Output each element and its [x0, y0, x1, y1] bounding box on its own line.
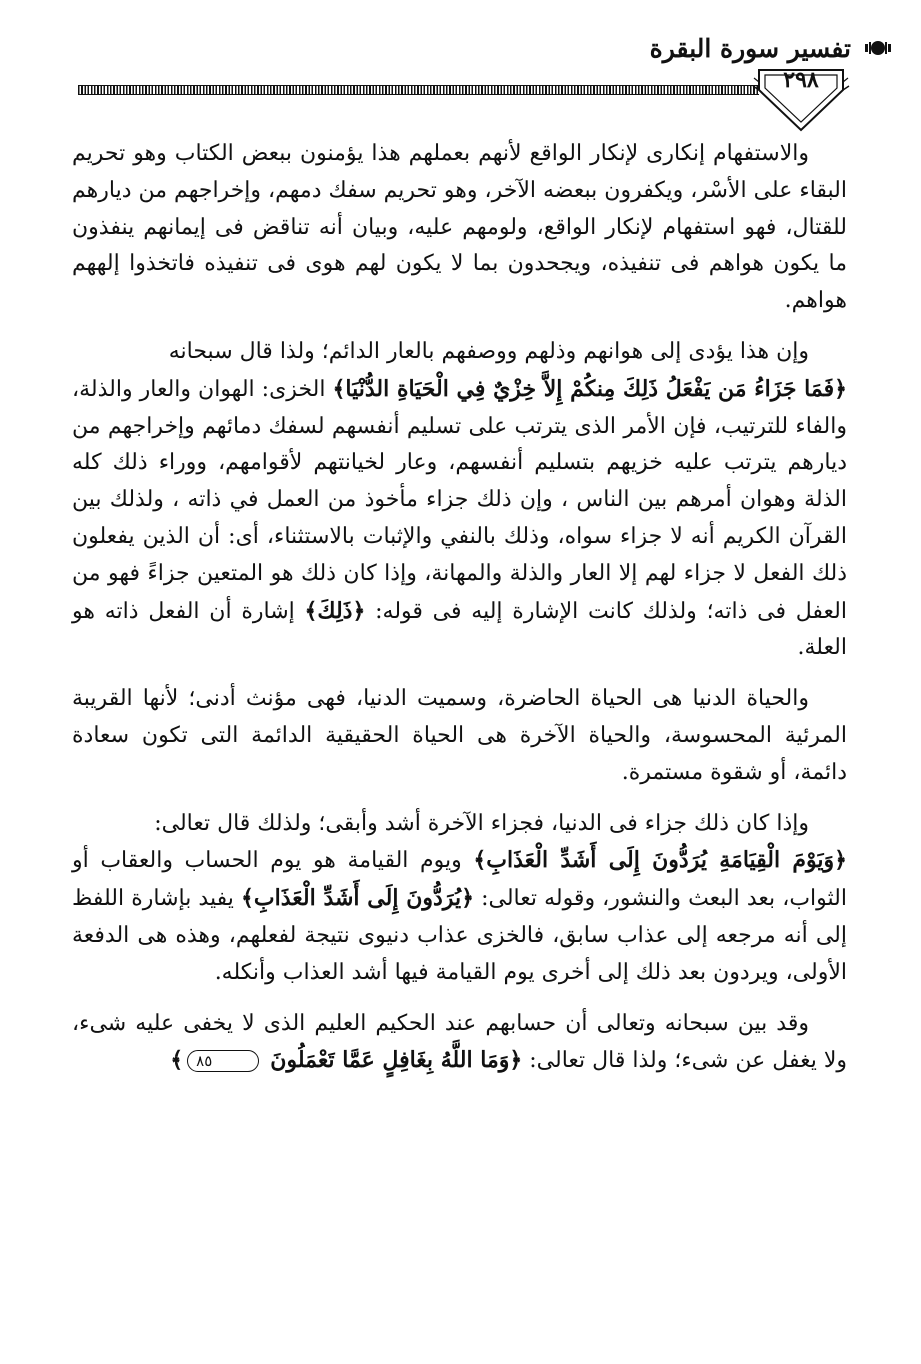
quran-verse: فَمَا جَزَاءُ مَن يَفْعَلُ ذَلِكَ مِنكُمْ إِلاَّ خِزْيٌ فِي الْحَيَاةِ الدُّنْيَا: [345, 375, 835, 402]
verse-close-bracket: ﴾: [473, 847, 487, 874]
verse-open-bracket: ﴿: [834, 847, 848, 874]
header-rule: [78, 86, 759, 94]
ayah-number: ٨٥: [187, 1050, 259, 1072]
paragraph-1: [72, 136, 847, 320]
verse-open-bracket: ﴿: [509, 1047, 523, 1074]
paragraph-text: وإذا كان ذلك جزاء فى الدنيا، فجزاء الآخرة أشد وأبقى؛ ولذلك قال تعالى:: [154, 810, 809, 836]
paragraph-text: وقد بين سبحانه وتعالى أن حسابهم عند الحكيم العليم الذى لا يخفى عليه شىء، ولا يغفل عن شىء؛ ولذا قال تعالى:: [72, 1010, 847, 1074]
ornament-icon: [863, 38, 893, 58]
quran-verse: وَيَوْمَ الْقِيَامَةِ يُرَدُّونَ إِلَى أَشَدِّ الْعَذَابِ: [486, 847, 835, 874]
quran-verse: وَمَا اللَّهُ بِغَافِلٍ عَمَّا تَعْمَلُونَ: [270, 1047, 510, 1074]
page-header: [0, 0, 921, 140]
verse-open-bracket: ﴿: [834, 375, 847, 402]
tafsir-body: [72, 136, 847, 1094]
quran-word: ذَلِكَ: [317, 597, 353, 624]
paragraph-text: إشارة أن الفعل ذاته هو العلة.: [72, 598, 847, 661]
paragraph-text: ويوم القيامة هو يوم الحساب والعقاب أو الثواب، بعد البعث والنشور، وقوله تعالى:: [72, 848, 847, 912]
paragraph-text: يفيد بإشارة اللفظ إلى أنه مرجعه إلى عذاب سابق، فالخزى عذاب دنيوى نتيجة لفعلهم، وهذه هى الدفعة الأولى، ويردون بعد ذلك إلى أخرى يوم القيامة فيها أشد العذاب وأنكله.: [72, 886, 847, 985]
running-title: تفسير سورة البقرة: [649, 34, 851, 63]
paragraph-text: وإن هذا يؤدى إلى هوانهم وذلهم ووصفهم بالعار الدائم؛ ولذا قال سبحانه: [168, 338, 809, 364]
page-number: ٢٩٨: [783, 67, 819, 93]
paragraph-text: والاستفهام إنكارى لإنكار الواقع لأنهم بعملهم هذا يؤمنون ببعض الكتاب وهو تحريم البقاء على الأسْر، ويكفرون ببعضه الآخر، وهو تحريم سفك دمهم، وإخراجهم من ديارهم للقتال، فهو استفهام لإنكار الواقع، ولومهم عليه، وبيان أنه تناقض فى إيمانهم ينفذون ما يكون هواهم فى تنفيذه، ويجحدون بما لا يكون لهم هوى فى تنفيذه فاتخذوا إلههم هواهم.: [72, 141, 847, 314]
paragraph-3: [72, 681, 847, 791]
verse-open-bracket: ﴿: [461, 885, 474, 912]
verse-close-bracket: ﴾: [304, 597, 318, 624]
verse-close-bracket: ﴾: [240, 885, 254, 912]
verse-close-bracket: ﴾: [332, 375, 346, 402]
paragraph-text: الخزى: الهوان والعار والذلة، والفاء للترتيب، فإن الأمر الذى يترتب على تسليم أنفسهم لسفك دمائهم وإخراجهم من ديارهم يترتب عليه خزيهم بتسليم أنفسهم، وعار لخيانتهم لأقوامهم، ووراء ذلك كله الذلة وهوان أمرهم بين الناس ، وإن ذلك جزاء مأخوذ من العمل في ذاته ، ولذلك بين القرآن الكريم أنه لا جزاء سواه، وذلك بالنفي والإثبات بالاستثناء، أى: أن الذين يفعلون ذلك الفعل لا جزاء لهم إلا العار والذلة والمهانة، وإذا كان ذلك هو المتعين جزاءً فهو من العفل فى ذاته؛ ولذلك كانت الإشارة إليه فى قوله:: [72, 376, 847, 624]
paragraph-text: والحياة الدنيا هى الحياة الحاضرة، وسميت الدنيا، فهى مؤنث أدنى؛ لأنها القريبة المرئية المحسوسة، والحياة الآخرة هى الحياة الحقيقية الدائمة التى تكون سعادة دائمة، أو شقوة مستمرة.: [72, 686, 847, 785]
paragraph-5: [72, 1006, 847, 1081]
paragraph-2: [72, 334, 847, 667]
verse-close-bracket: ﴾: [170, 1047, 184, 1074]
paragraph-4: [72, 806, 847, 992]
quran-verse: يُرَدُّونَ إِلَى أَشَدِّ الْعَذَابِ: [253, 885, 462, 912]
verse-open-bracket: ﴿: [352, 597, 366, 624]
